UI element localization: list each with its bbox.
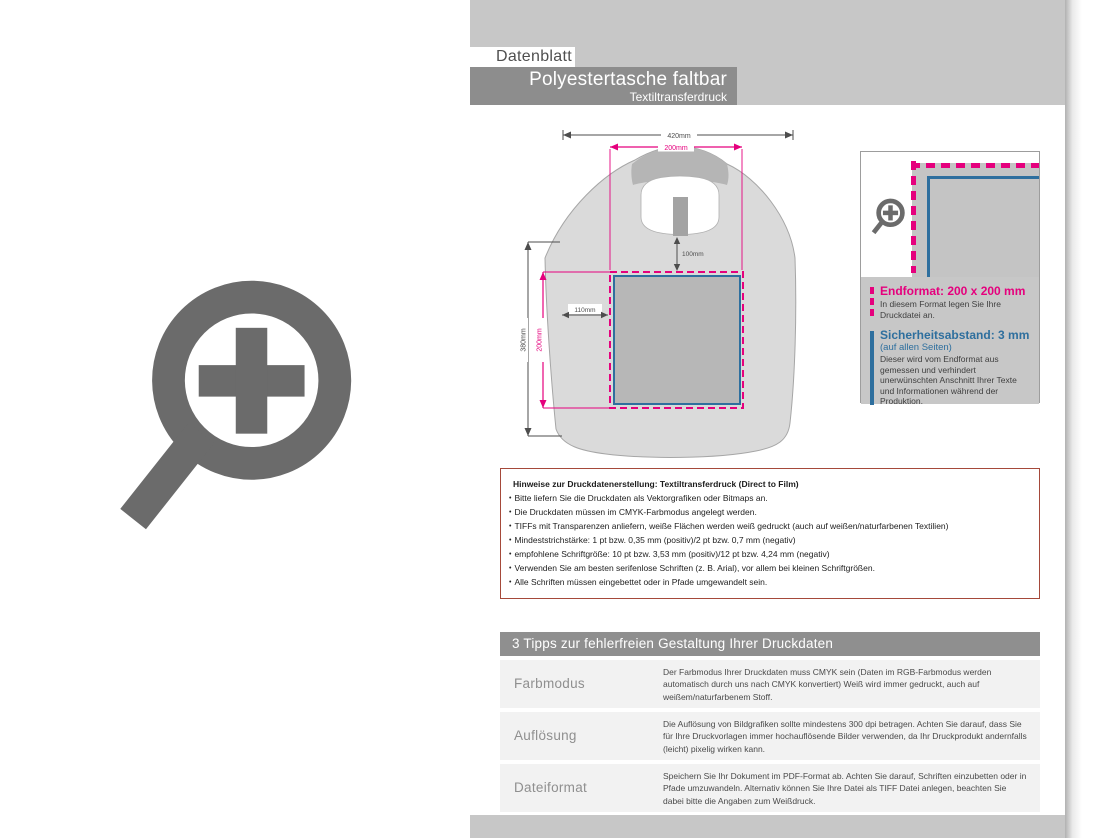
tip-text: Speichern Sie Ihr Dokument im PDF-Format ab. Achten Sie darauf, Schriften einzubetten oder in Pfade umzuwandeln. Alternativ können Sie Ihre Datei als TIFF Datei anlegen, beachten Sie dabei bitte die Angaben zum Weißdruck. <box>663 770 1027 806</box>
table-row <box>500 764 1040 812</box>
svg-text:200mm: 200mm <box>536 328 544 352</box>
print-area-preview <box>912 163 1039 277</box>
dim-total-width <box>563 130 793 140</box>
print-data-hints-box <box>500 468 1040 599</box>
svg-text:200mm: 200mm <box>664 145 688 152</box>
tip-text: Die Auflösung von Bildgrafiken sollte mindestens 300 dpi betragen. Achten Sie darauf, dass Sie für Ihre Druckvorlagen immer hochauflösende Bilder verwenden, da Ihr Druckprodukt andernfalls (leicht) pixelig wirken kann. <box>663 718 1027 754</box>
page-title: Polyestertasche faltbar <box>529 69 727 90</box>
bag-technical-drawing <box>510 118 830 473</box>
svg-text:380mm: 380mm <box>520 328 528 352</box>
safety-subtitle: (auf allen Seiten) <box>880 342 952 353</box>
table-row <box>500 660 1040 708</box>
endformat-text: In diesem Format legen Sie Ihre Druckdatei an. <box>880 299 1001 320</box>
safety-title: Sicherheitsabstand: 3 mm <box>880 328 1030 342</box>
hint-item: • Alle Schriften müssen eingebettet oder in Pfade umgewandelt sein. <box>509 576 1031 590</box>
tip-text: Der Farbmodus Ihrer Druckdaten muss CMYK sein (Daten im RGB-Farbmodus werden automatisch durch uns nach CMYK konvertiert) Weiß wird immer gedruckt, auch auf weißem/naturfarbenem Stoff. <box>663 667 992 702</box>
zoom-plus-icon <box>870 198 906 237</box>
hint-item: • Die Druckdaten müssen im CMYK-Farbmodus angelegt werden. <box>509 506 1031 520</box>
hint-item: • empfohlene Schriftgröße: 10 pt bzw. 3,53 mm (positiv)/12 pt bzw. 4,24 mm (negativ) <box>509 548 1031 562</box>
hint-item: • Verwenden Sie am besten serifenlose Schriften (z. B. Arial), vor allem bei kleinen Schriftgrößen. <box>509 562 1031 576</box>
zoom-plus-icon <box>108 276 360 550</box>
tip-label: Dateiformat <box>514 780 588 796</box>
hint-item: • Bitte liefern Sie die Druckdaten als Vektorgrafiken oder Bitmaps an. <box>509 492 1031 506</box>
sheet <box>470 0 1065 838</box>
hint-item: • Mindeststrichstärke: 1 pt bzw. 0,35 mm (positiv)/2 pt bzw. 0,7 mm (negativ) <box>509 534 1031 548</box>
zoom-detail-legend <box>861 277 1039 404</box>
endformat-title: Endformat: 200 x 200 mm <box>880 284 1026 298</box>
svg-text:100mm: 100mm <box>682 251 704 258</box>
tip-label: Auflösung <box>514 728 577 744</box>
safety-line-vertical <box>927 176 930 277</box>
hints-title: Hinweise zur Druckdatenerstellung: Textiltransferdruck (Direct to Film) <box>513 479 799 489</box>
header-block <box>470 0 1065 105</box>
handle-strap <box>673 197 688 236</box>
page-subtitle: Textiltransferdruck <box>629 90 727 104</box>
safety-legend <box>870 329 1030 407</box>
footer-bar <box>470 815 1065 838</box>
tips-header: 3 Tipps zur fehlerfreien Gestaltung Ihrer Druckdaten <box>500 632 1040 656</box>
datenblatt-tab: Datenblatt <box>470 47 575 67</box>
page-edge-shadow <box>1065 0 1082 838</box>
safety-text: Dieser wird vom Endformat aus gemessen und verhindert unerwünschten Anschnitt Ihrer Texte und Informationen während der Produktion. <box>880 354 1017 406</box>
safety-area <box>614 276 740 404</box>
svg-text:110mm: 110mm <box>574 307 596 314</box>
zoom-detail-panel <box>860 151 1040 406</box>
endformat-legend <box>870 285 1030 320</box>
hints-list <box>509 492 1031 590</box>
svg-text:420mm: 420mm <box>667 133 691 140</box>
hint-item: • TIFFs mit Transparenzen anliefern, weiße Flächen werden weiß gedruckt (auch auf weißen/naturfarbenen Textilien) <box>509 520 1031 534</box>
endformat-line-vertical <box>911 161 916 273</box>
safety-line-horizontal <box>927 176 1039 179</box>
tip-label: Farbmodus <box>514 676 585 692</box>
dim-print-width <box>610 143 742 153</box>
zoom-detail-preview <box>861 152 1039 277</box>
endformat-line-horizontal <box>911 163 1039 168</box>
tips-table <box>500 632 1040 812</box>
title-bar <box>470 67 737 105</box>
table-row <box>500 712 1040 760</box>
